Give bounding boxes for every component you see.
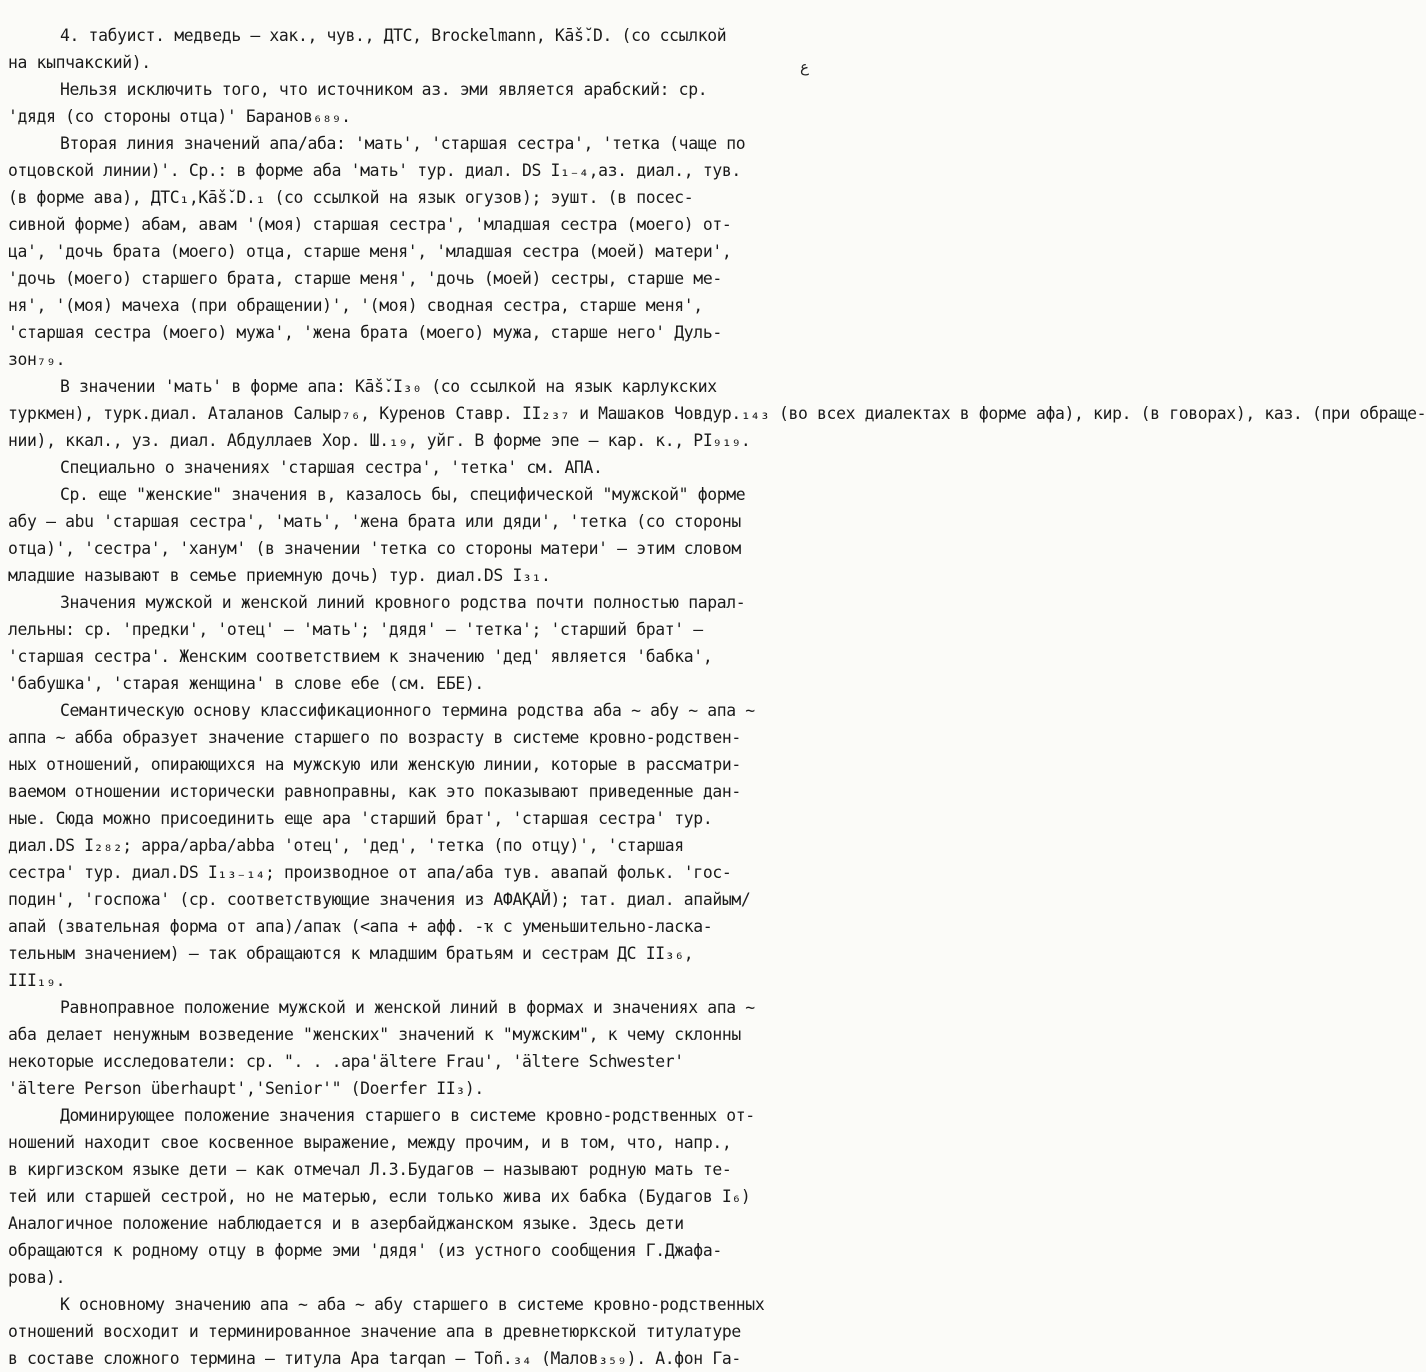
text-line: 4. табуист. медведь – хак., чув., ДТС, Brockelmann, Kāš̆.D. (со ссылкой [60,26,727,45]
text-line: Ср. еще "женские" значения в, казалось бы, специфической "мужской" форме [60,485,746,504]
text-line: нии), ккал., уз. диал. Абдуллаев Хор. Ш.₁₉, уйг. В форме эпе – кар. к., PI₉₁₉. [8,431,751,450]
text-line: в составе сложного термина – титула Apa tarqan – Тоñ.₃₄ (Малов₃₅₉). А.фон Га- [8,1349,741,1368]
text-line: ные. Сюда можно присоединить еще apa 'старший брат', 'старшая сестра' тур. [8,809,713,828]
text-line: III₁₉. [8,971,66,990]
text-line: младшие называют в семье приемную дочь) тур. диал.DS I₃₁. [8,566,551,585]
text-line: В значении 'мать' в форме апа: Kāš̆.I₃₀ (со ссылкой на язык карлукских [60,377,717,396]
text-line: подин', 'госпожа' (ср. соответствующие значения из АФАҚАЙ); тат. диал. апайым/ [8,890,751,909]
text-line: туркмен), турк.диал. Аталанов Салыр₇₆, Куренов Ставр. II₂₃₇ и Машаков Човдур.₁₄₃ (во всех диалектах в форме афа), кир. (в говорах), каз. (при обраще- [8,404,1426,423]
text-line: отца)', 'сестра', 'ханум' (в значении 'тетка со стороны матери' – этим словом [8,539,741,558]
text-line: (в форме ава), ДТС₁,Kāš̆.D.₁ (со ссылкой на язык огузов); эушт. (в посес- [8,188,694,207]
text-line: 'ältere Person überhaupt','Senior'" (Doerfer II₃). [8,1079,484,1098]
text-line: в киргизском языке дети – как отмечал Л.З.Будагов – называют родную мать те- [8,1160,732,1179]
text-line: лельны: ср. 'предки', 'отец' – 'мать'; 'дядя' – 'тетка'; 'старший брат' – [8,620,703,639]
text-line: ца', 'дочь брата (моего) отца, старше меня', 'младшая сестра (моей) матери', [8,242,732,261]
text-line: ня', '(моя) мачеха (при обращении)', '(моя) сводная сестра, старше меня', [8,296,703,315]
text-line: абу – abu 'старшая сестра', 'мать', 'жена брата или дяди', 'тетка (со стороны [8,512,741,531]
text-line: отцовской линии)'. Ср.: в форме аба 'мать' тур. диал. DS I₁₋₄,аз. диал., тув. [8,161,741,180]
text-line: Доминирующее положение значения старшего в системе кровно-родственных от- [60,1106,755,1125]
text-line: аба делает ненужным возведение "женских" значений к "мужским", к чему склонны [8,1025,741,1044]
arabic-note: ع [800,58,810,76]
text-line: тей или старшей сестрой, но не матерью, если только жива их бабка (Будагов I₆) [8,1187,751,1206]
document-body [8,22,1426,1372]
text-line: 'старшая сестра'. Женским соответствием к значению 'дед' является 'бабка', [8,647,713,666]
text-line: Вторая линия значений апа/аба: 'мать', 'старшая сестра', 'тетка (чаще по [60,134,746,153]
text-line: сивной форме) абам, авам '(моя) старшая сестра', 'младшая сестра (моего) от- [8,215,732,234]
text-line: диал.DS I₂₈₂; appa/apba/abba 'отец', 'дед', 'тетка (по отцу)', 'старшая [8,836,684,855]
text-line: обращаются к родному отцу в форме эми 'дядя' (из устного сообщения Г.Джафа- [8,1241,722,1260]
text-line: ваемом отношении исторически равноправны, как это показывают приведенные дан- [8,782,741,801]
text-line: Аналогичное положение наблюдается и в азербайджанском языке. Здесь дети [8,1214,684,1233]
text-line: 'бабушка', 'старая женщина' в слове ебе (см. ЕБЕ). [8,674,484,693]
text-line: Нельзя исключить того, что источником аз. эми является арабский: ср. [60,80,708,99]
text-line: ношений находит свое косвенное выражение, между прочим, и в том, что, напр., [8,1133,732,1152]
text-line: некоторые исследователи: ср. ". . .apa'ältere Frau', 'ältere Schwester' [8,1052,684,1071]
text-line: К основному значению апа ~ аба ~ абу старшего в системе кровно-родственных [60,1295,765,1314]
text-line: аппа ~ абба образует значение старшего по возрасту в системе кровно-родствен- [8,728,741,747]
text-line: отношений восходит и терминированное значение апа в древнетюркской титулатуре [8,1322,741,1341]
text-line: сестра' тур. диал.DS I₁₃₋₁₄; производное от апа/аба тув. авапай фольк. 'гос- [8,863,732,882]
text-line: Специально о значениях 'старшая сестра', 'тетка' см. АПА. [60,458,603,477]
text-line: зон₇₉. [8,350,66,369]
text-line: Семантическую основу классификационного термина родства аба ~ абу ~ апа ~ [60,701,755,720]
text-line: Равноправное положение мужской и женской линий в формах и значениях апа ~ [60,998,755,1017]
text-line: на кыпчакский). [8,53,151,72]
text-line: ных отношений, опирающихся на мужскую или женскую линии, которые в рассматри- [8,755,741,774]
text-line: Значения мужской и женской линий кровного родства почти полностью парал- [60,593,746,612]
text-line: тельным значением) – так обращаются к младшим братьям и сестрам ДС II₃₆, [8,944,694,963]
text-line: 'дядя (со стороны отца)' Баранов₆₈₉. [8,107,351,126]
text-line: 'дочь (моего) старшего брата, старше меня', 'дочь (моей) сестры, старше ме- [8,269,722,288]
text-line: апай (звательная форма от апа)/апаҡ (<апа + афф. -ҡ с уменьшительно-ласка- [8,917,713,936]
text-line: 'старшая сестра (моего) мужа', 'жена брата (моего) мужа, старше него' Дуль- [8,323,722,342]
text-line: рова). [8,1268,66,1287]
